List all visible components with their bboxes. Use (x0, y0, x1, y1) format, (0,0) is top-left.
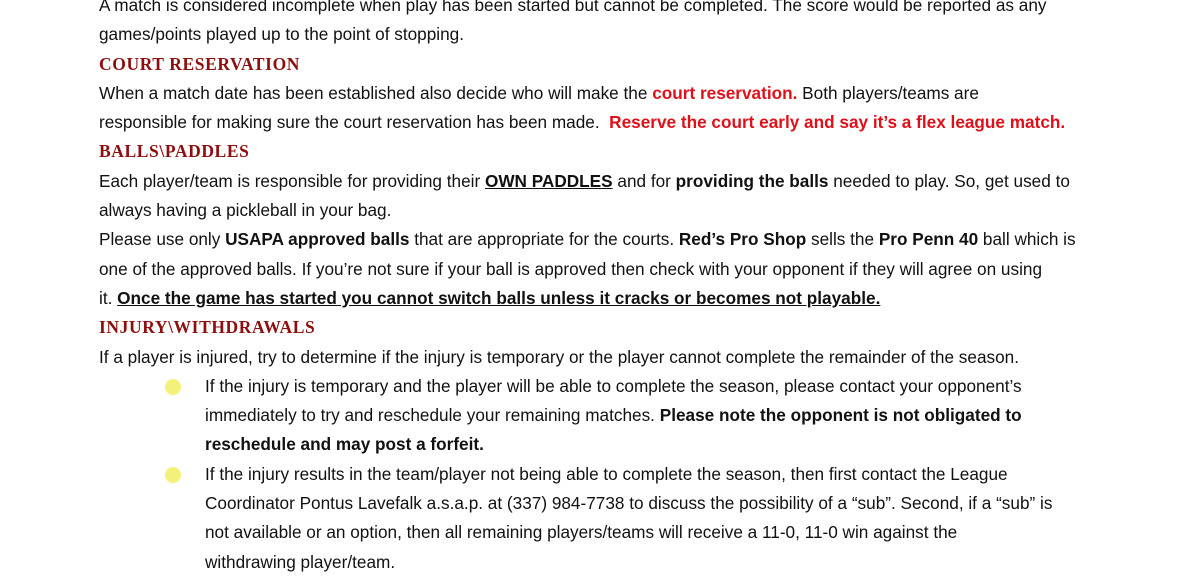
bullet-2-line-3: not available or an option, then all remaining players/teams will receive a 11-0, 11-0 win against the (205, 522, 958, 543)
text-run: Each player/team is responsible for providing their (99, 170, 485, 191)
bullet-2-line-1 (99, 460, 1109, 489)
emphasis-bold-underline: OWN PADDLES (484, 170, 613, 191)
emphasis-bold-underline: Once the game has started you cannot switch balls unless it cracks or becomes not playable. (117, 287, 881, 308)
incomplete-line-2: games/points played up to the point of stopping. (99, 24, 465, 45)
text-run: sells the (806, 229, 879, 250)
emphasis-bold: USAPA approved balls (225, 229, 410, 250)
bullet-2-line-2: Coordinator Pontus Lavefalk a.s.a.p. at (337) 984-7738 to discuss the possibility of a “sub”. Second, if a “sub” is (205, 493, 1053, 514)
text-run: When a match date has been established also decide who will make the (99, 82, 653, 103)
bullet-1-line-1 (99, 372, 1109, 401)
emphasis-bold: reschedule and may post a forfeit. (205, 434, 484, 455)
injury-intro: If a player is injured, try to determine if the injury is temporary or the player cannot complete the remainder of the season. (99, 346, 1019, 367)
balls-paddles-heading: BALLS\PADDLES (99, 141, 250, 162)
balls-paddles-line-2: always having a pickleball in your bag. (99, 200, 392, 221)
text-run: and for (612, 170, 676, 191)
text-run: Both players/teams are (797, 82, 979, 103)
balls-paddles-line-5 (99, 284, 1109, 313)
text-run: responsible for making sure the court reservation has been made. (99, 112, 610, 133)
text-run: immediately to try and reschedule your remaining matches. (205, 405, 660, 426)
document-body (99, 0, 1109, 577)
emphasis-bold: Red’s Pro Shop (678, 229, 807, 250)
bullet-1-line-2 (99, 401, 1109, 430)
text-run: If the injury is temporary and the player will be able to complete the season, please contact your opponent’s (205, 375, 1022, 396)
bullet-dot-icon (165, 379, 181, 395)
court-reservation-line-2 (99, 108, 1109, 137)
text-run: Please use only (99, 229, 226, 250)
text-run: that are appropriate for the courts. (409, 229, 679, 250)
injury-heading: INJURY\WITHDRAWALS (99, 317, 316, 338)
emphasis-red: Reserve the court early and say it’s a flex league match. (609, 112, 1066, 133)
bullet-dot-icon (165, 467, 181, 483)
text-run: needed to play. So, get used to (828, 170, 1070, 191)
court-reservation-heading: COURT RESERVATION (99, 53, 301, 74)
incomplete-line-1: A match is considered incomplete when play has been started but cannot be completed. The score would be reported as any (99, 0, 1047, 15)
court-reservation-line-1 (99, 79, 1109, 108)
emphasis-bold: Please note the opponent is not obligated to (659, 405, 1022, 426)
emphasis-red: court reservation. (652, 82, 798, 103)
text-run: it. (99, 287, 118, 308)
bullet-1-line-3 (99, 430, 1109, 459)
balls-paddles-line-3 (99, 225, 1109, 254)
emphasis-bold: providing the balls (675, 170, 829, 191)
emphasis-bold: Pro Penn 40 (878, 229, 979, 250)
text-run: ball which is (978, 229, 1076, 250)
text-run: If the injury results in the team/player not being able to complete the season, then first contact the League (205, 463, 1008, 484)
balls-paddles-line-1 (99, 167, 1109, 196)
bullet-2-line-4: withdrawing player/team. (205, 551, 396, 572)
balls-paddles-line-4: one of the approved balls. If you’re not sure if your ball is approved then check with your opponent if they will agree on using (99, 258, 1043, 279)
